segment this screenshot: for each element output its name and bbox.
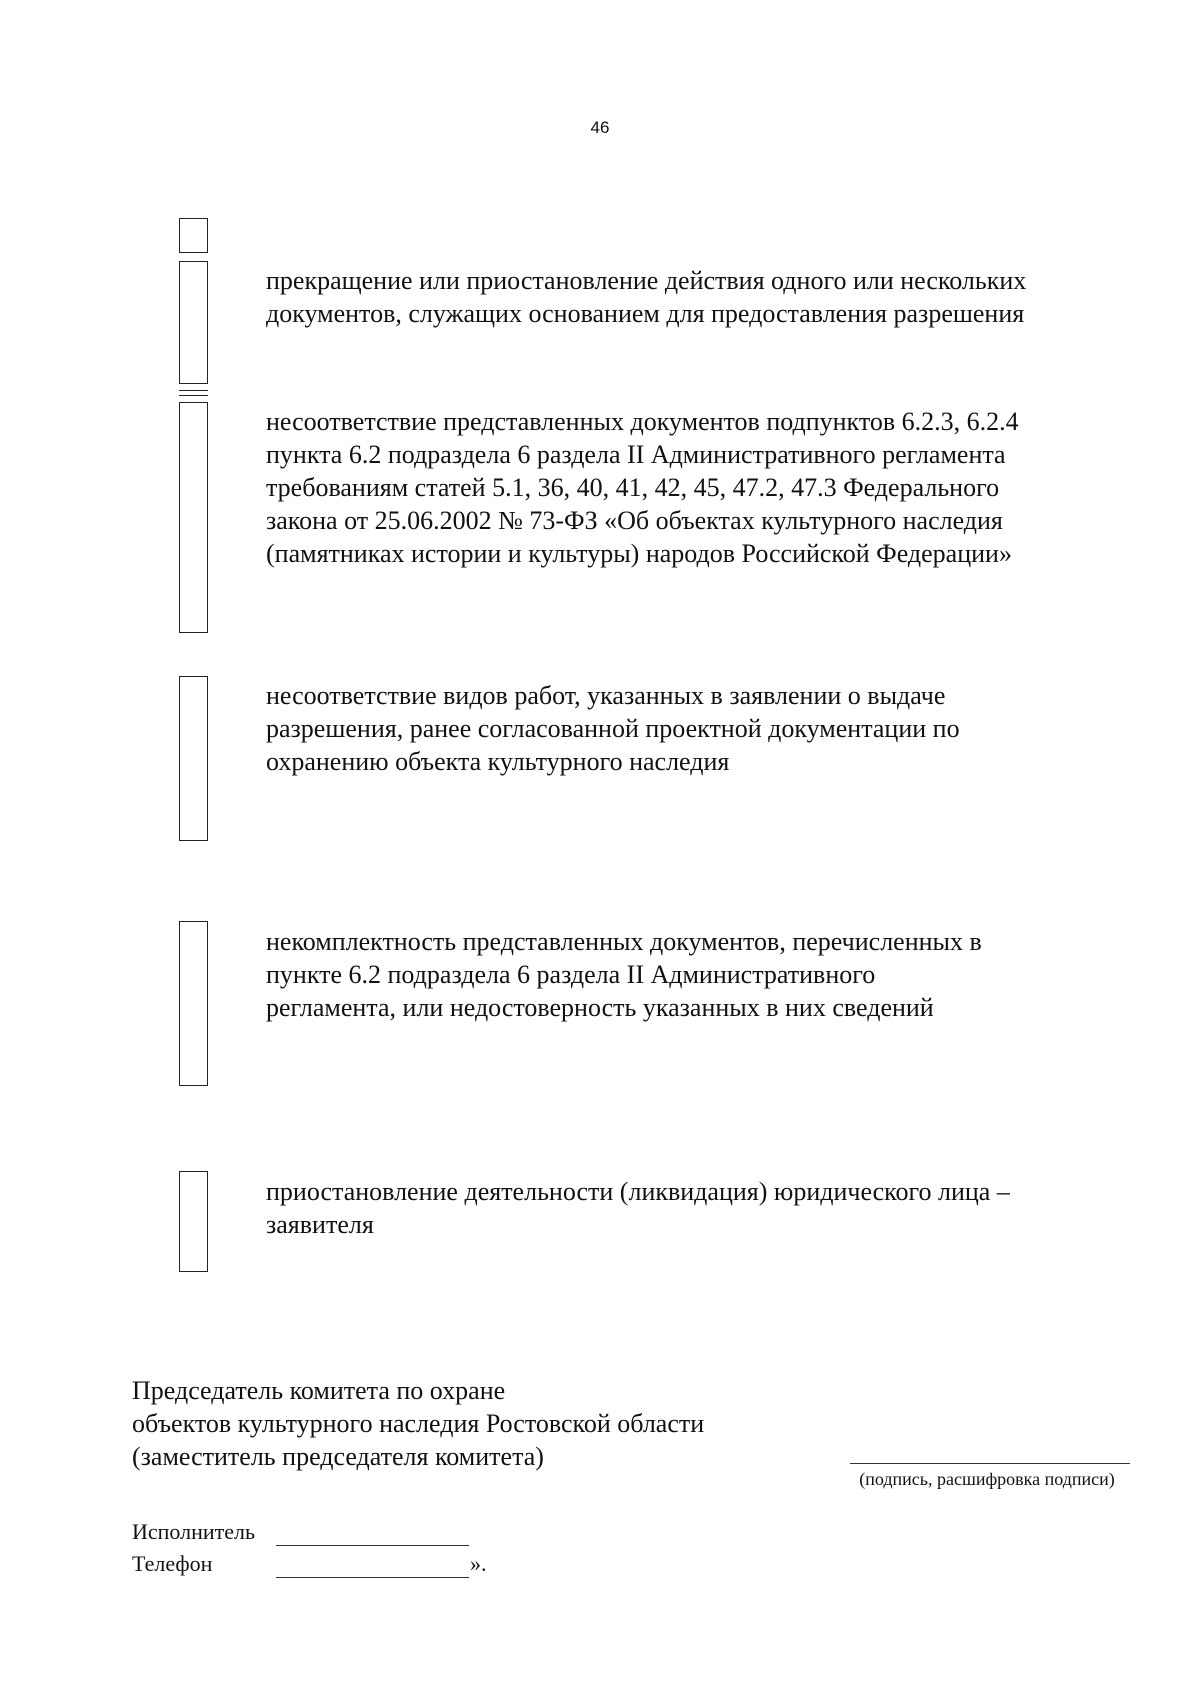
text-line: пункте 6.2 подраздела 6 раздела II Административного (266, 960, 876, 989)
text-line: (заместитель председателя комитета) (132, 1442, 544, 1471)
item-2-text (266, 405, 1126, 570)
page-number: 46 (590, 118, 610, 137)
signature-line[interactable] (850, 1463, 1130, 1464)
text-line: прекращение или приостановление действия одного или нескольких (266, 266, 1027, 295)
executor-field-line[interactable] (276, 1545, 469, 1546)
item-5-text (266, 1175, 1126, 1241)
checkbox-item-2[interactable] (179, 402, 208, 633)
text-line: некомплектность представленных документов, перечисленных в (266, 927, 982, 956)
text-line: разрешения, ранее согласованной проектной документации по (266, 714, 960, 743)
text-line: приостановление деятельности (ликвидация) юридического лица – (266, 1177, 1010, 1206)
phone-tail: ». (470, 1551, 487, 1576)
divider (179, 395, 208, 396)
text-line: заявителя (266, 1210, 374, 1239)
checkbox-item-5[interactable] (179, 1171, 208, 1272)
item-4-text (266, 925, 1126, 1024)
checkbox-small[interactable] (179, 218, 208, 253)
text-line: регламента, или недостоверность указанных в них сведений (266, 993, 934, 1022)
signatory-title (132, 1374, 704, 1473)
item-1-text (266, 264, 1126, 330)
text-line: охранению объекта культурного наследия (266, 747, 730, 776)
text-line: пункта 6.2 подраздела 6 раздела II Административного регламента (266, 440, 1006, 469)
checkbox-item-1[interactable] (179, 261, 208, 384)
text-line: объектов культурного наследия Ростовской области (132, 1409, 705, 1438)
text-line: несоответствие видов работ, указанных в заявлении о выдаче (266, 681, 946, 710)
checkbox-item-3[interactable] (179, 676, 208, 841)
phone-label: Телефон (132, 1551, 213, 1576)
text-line: Председатель комитета по охране (132, 1376, 506, 1405)
phone-field-line[interactable] (276, 1577, 469, 1578)
text-line: требованиям статей 5.1, 36, 40, 41, 42, 45, 47.2, 47.3 Федерального (266, 473, 1000, 502)
item-3-text (266, 679, 1126, 778)
divider (179, 390, 208, 391)
text-line: закона от 25.06.2002 № 73-ФЗ «Об объектах культурного наследия (266, 506, 1003, 535)
text-line: (памятниках истории и культуры) народов Российской Федерации» (266, 539, 1012, 568)
signature-caption: (подпись, расшифровка подписи) (859, 1469, 1115, 1489)
checkbox-item-4[interactable] (179, 921, 208, 1086)
text-line: документов, служащих основанием для предоставления разрешения (266, 299, 1025, 328)
executor-label: Исполнитель (132, 1519, 256, 1544)
text-line: несоответствие представленных документов подпунктов 6.2.3, 6.2.4 (266, 407, 1019, 436)
